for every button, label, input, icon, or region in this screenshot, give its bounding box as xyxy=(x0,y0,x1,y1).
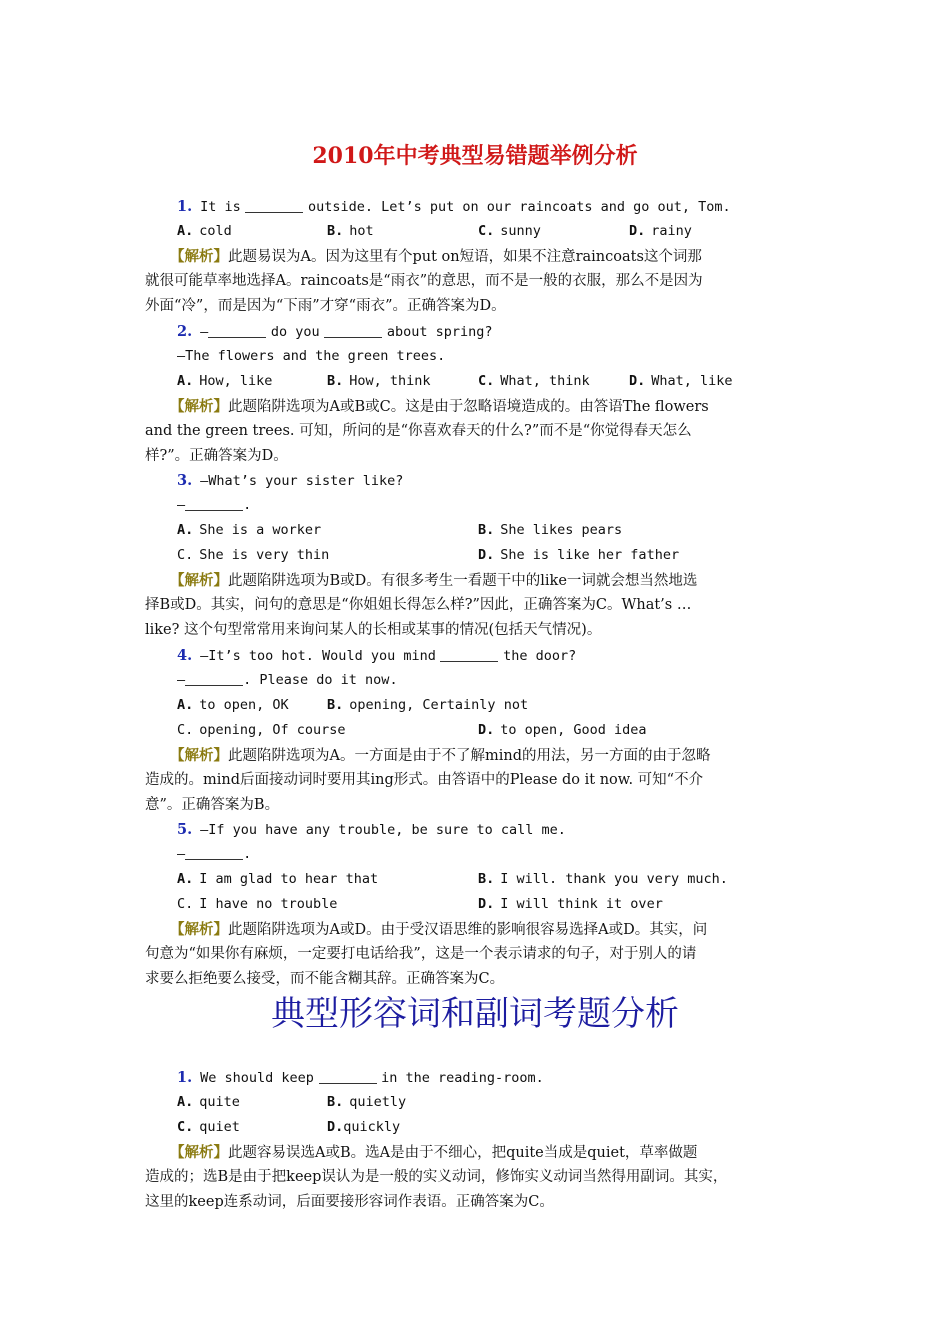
option-c: C. She is very thin xyxy=(177,547,330,563)
answer-blank xyxy=(319,1069,377,1084)
analysis-1-line-2: 就很可能草率地选择A。raincoats是“雨衣”的意思，而不是一般的衣服，那么不是因为 xyxy=(145,273,703,289)
answer-blank xyxy=(185,671,243,686)
question-4-options-row-2 xyxy=(177,718,837,743)
question-5-options-row-2 xyxy=(177,892,837,917)
option-a: A. to open, OK xyxy=(177,697,289,713)
answer-blank xyxy=(440,647,498,662)
option-b: B. I will. thank you very much. xyxy=(478,871,728,887)
question-2-stem: 2. — do you about spring? xyxy=(177,323,493,340)
option-c: C. I have no trouble xyxy=(177,896,338,912)
option-a: A. quite xyxy=(177,1094,240,1110)
analysis-tag: 【解析】 xyxy=(170,248,228,265)
section-2-analysis-line-2: 造成的；选B是由于把keep误认为是一般的实义动词，修饰实义动词当然得用副词。其实， xyxy=(145,1169,728,1185)
option-a: A. cold xyxy=(177,223,232,239)
option-d: D. She is like her father xyxy=(478,547,680,563)
question-number: 1. xyxy=(177,198,193,215)
option-a: A. I am glad to hear that xyxy=(177,871,379,887)
question-4-stem: 4. —It’s too hot. Would you mind the door? xyxy=(177,647,577,664)
analysis-2-line-2: and the green trees. 可知，所问的是“你喜欢春天的什么?”而不是“你觉得春天怎么 xyxy=(145,423,692,439)
question-5-options-row-1 xyxy=(177,867,837,892)
analysis-3-line-2: 择B或D。其实，问句的意思是“你姐姐长得怎么样?”因此，正确答案为C。What’s … xyxy=(145,597,692,613)
option-b: B. How, think xyxy=(327,373,431,389)
option-d: D. I will think it over xyxy=(478,896,663,912)
analysis-5-line-2: 句意为“如果你有麻烦，一定要打电话给我”，这是一个表示请求的句子，对于别人的请 xyxy=(145,946,697,962)
analysis-1-line-3: 外面“冷”，而是因为“下雨”才穿“雨衣”。正确答案为D。 xyxy=(145,298,506,314)
question-4-reply: — . Please do it now. xyxy=(177,672,398,688)
option-d: D.quickly xyxy=(327,1119,401,1135)
analysis-4-line-3: 意”。正确答案为B。 xyxy=(145,797,280,813)
option-b: B. hot xyxy=(327,223,374,239)
question-3-options-row-2 xyxy=(177,543,837,568)
option-d: D. What, like xyxy=(629,373,733,389)
question-5-reply: — . xyxy=(177,846,252,862)
section-2-title: 典型形容词和副词考题分析 xyxy=(271,994,679,1034)
answer-blank xyxy=(208,323,266,338)
answer-blank xyxy=(185,845,243,860)
question-5-stem: 5. —If you have any trouble, be sure to call me. xyxy=(177,821,566,838)
question-1-options xyxy=(177,219,837,244)
answer-blank xyxy=(185,496,243,511)
option-b: B. opening, Certainly not xyxy=(327,697,529,713)
analysis-5-line-1: 【解析】此题陷阱选项为A或D。由于受汉语思维的影响很容易选择A或D。其实，问 xyxy=(170,921,708,938)
analysis-3-line-1: 【解析】此题陷阱选项为B或D。有很多考生一看题干中的like一词就会想当然地选 xyxy=(170,572,698,589)
option-a: A. How, like xyxy=(177,373,273,389)
document-title: 2010年中考典型易错题举例分析 xyxy=(312,143,638,169)
section-2-analysis-line-1: 【解析】此题容易误选A或B。选A是由于不细心，把quite当成是quiet，草率做题 xyxy=(170,1144,698,1161)
question-1-stem: 1. It is outside. Let’s put on our raincoats and go out, Tom. xyxy=(177,198,731,215)
analysis-4-line-2: 造成的。mind后面接动词时要用其ing形式。由答语中的Please do it now. 可知“不介 xyxy=(145,772,704,788)
analysis-5-line-3: 求要么拒绝要么接受，而不能含糊其辞。正确答案为C。 xyxy=(145,971,505,987)
question-4-options-row-1 xyxy=(177,693,837,718)
section-2-question-1-options-row-2 xyxy=(177,1115,837,1140)
option-c: C. sunny xyxy=(478,223,541,239)
option-c: C. opening, Of course xyxy=(177,722,346,738)
option-a: A. She is a worker xyxy=(177,522,322,538)
question-3-options-row-1 xyxy=(177,518,837,543)
question-2-options xyxy=(177,369,837,394)
question-2-reply: —The flowers and the green trees. xyxy=(177,348,446,364)
answer-blank xyxy=(245,198,303,213)
option-c: C. quiet xyxy=(177,1119,240,1135)
section-2-question-1-options-row-1 xyxy=(177,1090,837,1115)
analysis-1-line-1: 【解析】此题易误为A。因为这里有个put on短语，如果不注意raincoats这个词那 xyxy=(170,248,702,265)
option-c: C. What, think xyxy=(478,373,590,389)
option-b: B. quietly xyxy=(327,1094,407,1110)
question-3-reply: — . xyxy=(177,497,252,513)
option-d: D. rainy xyxy=(629,223,692,239)
question-3-stem: 3. —What’s your sister like? xyxy=(177,472,404,489)
section-2-question-1-stem: 1. We should keep in the reading-room. xyxy=(177,1069,544,1086)
analysis-3-line-3: like? 这个句型常常用来询问某人的长相或某事的情况(包括天气情况)。 xyxy=(145,622,602,638)
option-b: B. She likes pears xyxy=(478,522,623,538)
answer-blank xyxy=(324,323,382,338)
analysis-2-line-3: 样?”。正确答案为D。 xyxy=(145,448,288,464)
section-2-analysis-line-3: 这里的keep连系动词，后面要接形容词作表语。正确答案为C。 xyxy=(145,1194,554,1210)
analysis-4-line-1: 【解析】此题陷阱选项为A。一方面是由于不了解mind的用法，另一方面的由于忽略 xyxy=(170,747,711,764)
analysis-2-line-1: 【解析】此题陷阱选项为A或B或C。这是由于忽略语境造成的。由答语The flowers xyxy=(170,398,709,415)
option-d: D. to open, Good idea xyxy=(478,722,647,738)
